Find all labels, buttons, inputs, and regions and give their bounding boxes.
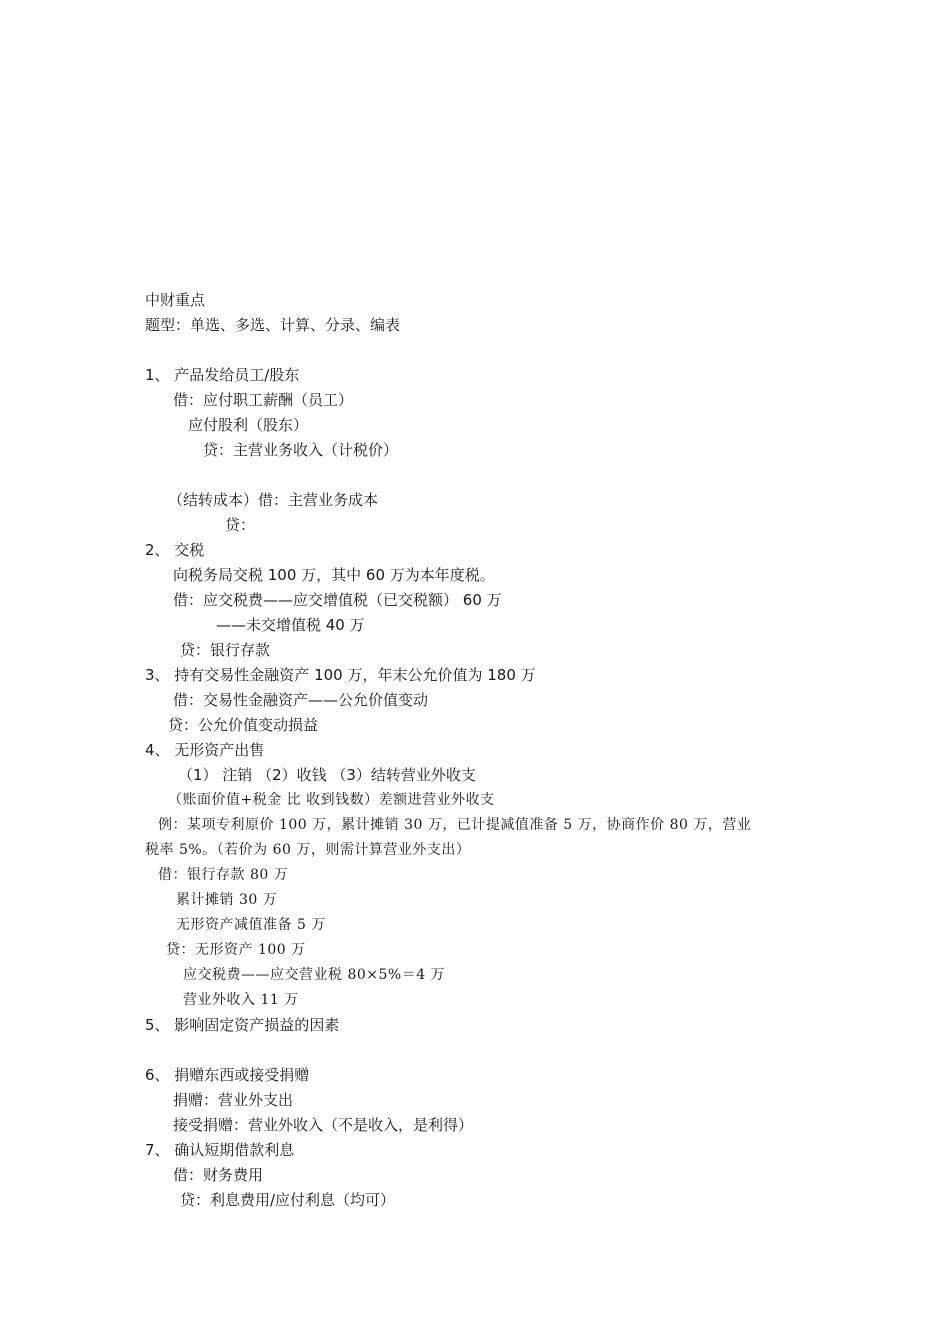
- section-7-heading: 7、 确认短期借款利息: [145, 1141, 295, 1159]
- s1-line: （结转成本）借：主营业务成本: [168, 491, 379, 509]
- section-2-heading: 2、 交税: [145, 541, 205, 559]
- s1-line: 应付股利（股东）: [188, 416, 309, 434]
- s2-line: ——未交增值税 40 万: [216, 616, 365, 634]
- doc-title: 中财重点: [145, 291, 206, 309]
- section-3-heading: 3、 持有交易性金融资产 100 万，年末公允价值为 180 万: [145, 666, 536, 684]
- s3-line: 贷：公允价值变动损益: [168, 716, 319, 734]
- s4-line: 借：银行存款 80 万: [158, 867, 289, 883]
- s7-line: 贷：利息费用/应付利息（均可）: [180, 1191, 396, 1209]
- section-5-heading: 5、 影响固定资产损益的因素: [145, 1016, 340, 1034]
- s7-line: 借：财务费用: [173, 1166, 264, 1184]
- s1-line: 贷：: [225, 516, 256, 534]
- s6-line: 捐赠：营业外支出: [173, 1091, 294, 1109]
- s3-line: 借：交易性金融资产——公允价值变动: [173, 691, 429, 709]
- s4-line: （1） 注销 （2）收钱 （3）结转营业外收支: [178, 766, 476, 784]
- s2-line: 借：应交税费——应交增值税（已交税额） 60 万: [173, 591, 502, 609]
- section-4-heading: 4、 无形资产出售: [145, 741, 265, 759]
- s4-line: 营业外收入 11 万: [183, 992, 299, 1008]
- s2-line: 贷：银行存款: [180, 641, 271, 659]
- section-1-heading: 1、 产品发给员工/股东: [145, 366, 300, 384]
- s4-line: 应交税费——应交营业税 80×5%＝4 万: [183, 967, 446, 983]
- s4-example-line: 税率 5%。（若价为 60 万，则需计算营业外支出）: [145, 842, 471, 858]
- s1-line: 贷：主营业务收入（计税价）: [203, 441, 399, 459]
- s4-example-line: 例：某项专利原价 100 万，累计摊销 30 万，已计提减值准备 5 万，协商作价 80 万，营业: [158, 817, 752, 833]
- s4-line: 累计摊销 30 万: [176, 892, 278, 908]
- question-types: 题型：单选、多选、计算、分录、编表: [145, 316, 401, 334]
- s4-line: （账面价值+税金 比 收到钱数）差额进营业外收支: [168, 792, 495, 808]
- s4-line: 贷：无形资产 100 万: [166, 942, 306, 958]
- s4-line: 无形资产减值准备 5 万: [176, 917, 326, 933]
- s2-line: 向税务局交税 100 万，其中 60 万为本年度税。: [173, 566, 495, 584]
- section-6-heading: 6、 捐赠东西或接受捐赠: [145, 1066, 310, 1084]
- s6-line: 接受捐赠：营业外收入（不是收入，是利得）: [173, 1116, 474, 1134]
- s1-line: 借：应付职工薪酬（员工）: [173, 391, 354, 409]
